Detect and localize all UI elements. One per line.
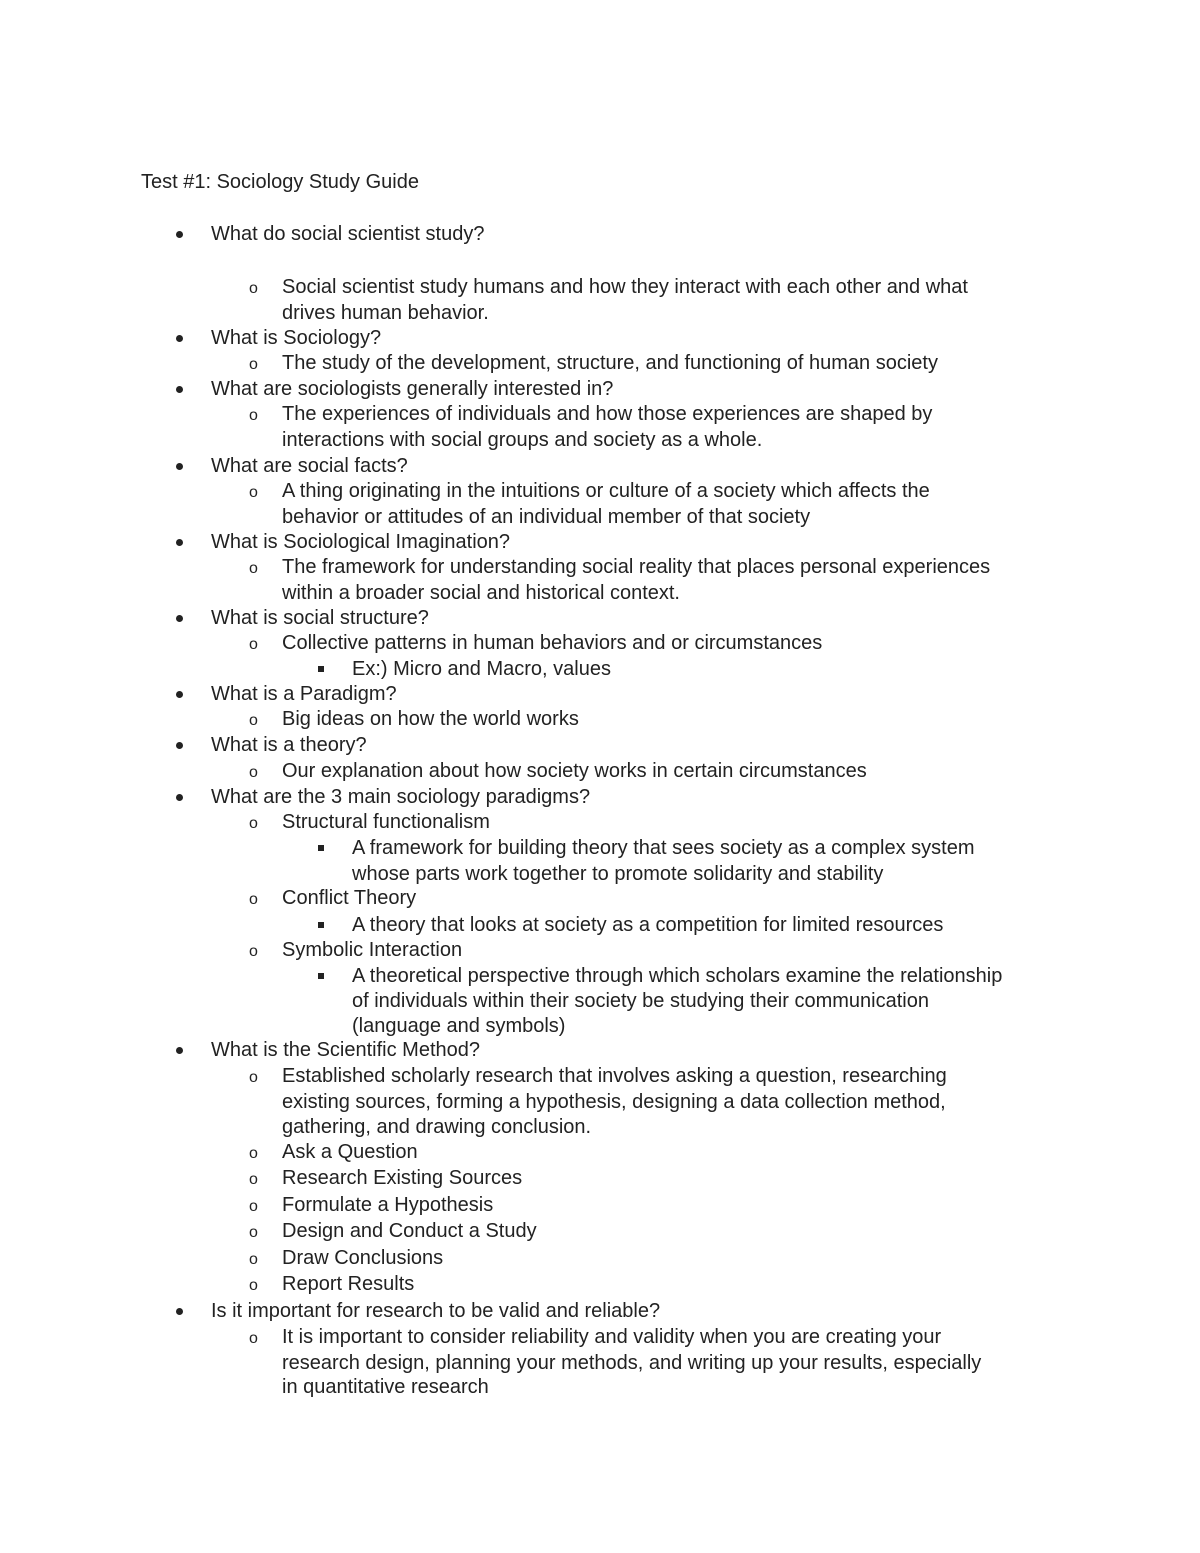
answer-text: Report Results <box>282 1273 415 1295</box>
detail-text: A theoretical perspective through which scholars examine the relationship <box>352 965 1003 987</box>
answer-text: The study of the development, structure, and functioning of human society <box>282 352 938 374</box>
disc-bullet-icon <box>176 794 183 801</box>
circle-bullet-icon: o <box>249 764 258 781</box>
circle-bullet-icon: o <box>249 712 258 729</box>
question-text: What is social structure? <box>211 607 429 629</box>
square-bullet-icon <box>318 666 324 672</box>
circle-bullet-icon: o <box>249 1277 258 1294</box>
answer-text: It is important to consider reliability and validity when you are creating your <box>282 1326 942 1348</box>
detail-text: A framework for building theory that sees society as a complex system <box>352 837 975 859</box>
detail-text: whose parts work together to promote solidarity and stability <box>352 863 884 885</box>
detail-text: A theory that looks at society as a competition for limited resources <box>352 914 944 936</box>
answer-text: Collective patterns in human behaviors and or circumstances <box>282 632 823 654</box>
circle-bullet-icon: o <box>249 636 258 653</box>
circle-bullet-icon: o <box>249 1145 258 1162</box>
circle-bullet-icon: o <box>249 815 258 832</box>
question-text: What are social facts? <box>211 455 408 477</box>
answer-text: Research Existing Sources <box>282 1167 523 1189</box>
square-bullet-icon <box>318 973 324 979</box>
circle-bullet-icon: o <box>249 484 258 501</box>
answer-text: Our explanation about how society works in certain circumstances <box>282 760 867 782</box>
answer-text: interactions with social groups and society as a whole. <box>282 429 763 451</box>
circle-bullet-icon: o <box>249 1198 258 1215</box>
disc-bullet-icon <box>176 231 183 238</box>
circle-bullet-icon: o <box>249 560 258 577</box>
question-text: What is a Paradigm? <box>211 683 397 705</box>
answer-text: Draw Conclusions <box>282 1247 444 1269</box>
circle-bullet-icon: o <box>249 943 258 960</box>
question-text: What is a theory? <box>211 734 367 756</box>
circle-bullet-icon: o <box>249 356 258 373</box>
detail-text: (language and symbols) <box>352 1015 566 1037</box>
answer-text: drives human behavior. <box>282 302 489 324</box>
question-text: What do social scientist study? <box>211 223 485 245</box>
circle-bullet-icon: o <box>249 891 258 908</box>
question-text: What is the Scientific Method? <box>211 1039 481 1061</box>
circle-bullet-icon: o <box>249 1069 258 1086</box>
document-title: Test #1: Sociology Study Guide <box>141 171 419 193</box>
circle-bullet-icon: o <box>249 1171 258 1188</box>
disc-bullet-icon <box>176 539 183 546</box>
answer-text: Design and Conduct a Study <box>282 1220 537 1242</box>
disc-bullet-icon <box>176 463 183 470</box>
disc-bullet-icon <box>176 335 183 342</box>
circle-bullet-icon: o <box>249 407 258 424</box>
answer-text: Conflict Theory <box>282 887 417 909</box>
disc-bullet-icon <box>176 615 183 622</box>
answer-text: Big ideas on how the world works <box>282 708 579 730</box>
answer-text: A thing originating in the intuitions or culture of a society which affects the <box>282 480 930 502</box>
answer-text: in quantitative research <box>282 1376 489 1398</box>
question-text: What is Sociological Imagination? <box>211 531 511 553</box>
question-text: Is it important for research to be valid and reliable? <box>211 1300 661 1322</box>
answer-text: Social scientist study humans and how they interact with each other and what <box>282 276 968 298</box>
disc-bullet-icon <box>176 386 183 393</box>
answer-text: existing sources, forming a hypothesis, designing a data collection method, <box>282 1091 946 1113</box>
square-bullet-icon <box>318 845 324 851</box>
answer-text: within a broader social and historical context. <box>282 582 680 604</box>
circle-bullet-icon: o <box>249 280 258 297</box>
answer-text: Structural functionalism <box>282 811 490 833</box>
question-text: What are sociologists generally interested in? <box>211 378 614 400</box>
answer-text: The framework for understanding social reality that places personal experiences <box>282 556 991 578</box>
answer-text: The experiences of individuals and how those experiences are shaped by <box>282 403 933 425</box>
answer-text: gathering, and drawing conclusion. <box>282 1116 592 1138</box>
answer-text: research design, planning your methods, and writing up your results, especially <box>282 1352 982 1374</box>
circle-bullet-icon: o <box>249 1251 258 1268</box>
answer-text: Formulate a Hypothesis <box>282 1194 494 1216</box>
answer-text: Established scholarly research that involves asking a question, researching <box>282 1065 947 1087</box>
detail-text: of individuals within their society be studying their communication <box>352 990 929 1012</box>
circle-bullet-icon: o <box>249 1224 258 1241</box>
disc-bullet-icon <box>176 691 183 698</box>
circle-bullet-icon: o <box>249 1330 258 1347</box>
disc-bullet-icon <box>176 1308 183 1315</box>
question-text: What is Sociology? <box>211 327 382 349</box>
square-bullet-icon <box>318 922 324 928</box>
answer-text: Symbolic Interaction <box>282 939 463 961</box>
question-text: What are the 3 main sociology paradigms? <box>211 786 591 808</box>
disc-bullet-icon <box>176 742 183 749</box>
detail-text: Ex:) Micro and Macro, values <box>352 658 611 680</box>
answer-text: Ask a Question <box>282 1141 418 1163</box>
disc-bullet-icon <box>176 1047 183 1054</box>
answer-text: behavior or attitudes of an individual member of that society <box>282 506 811 528</box>
